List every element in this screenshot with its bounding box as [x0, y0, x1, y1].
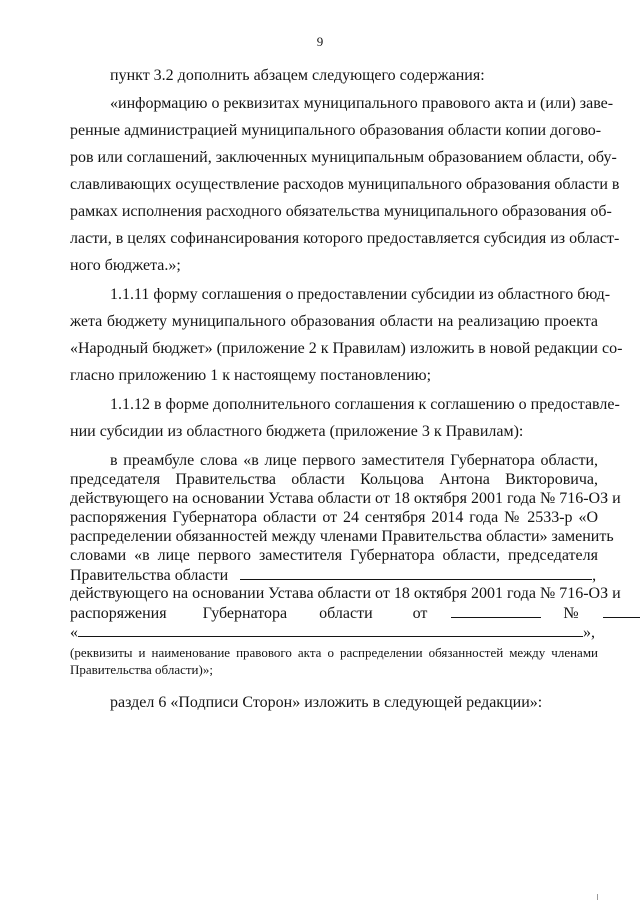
paragraph-line: раздел 6 «Подписи Сторон» изложить в следующей редакции»:: [110, 694, 543, 711]
paragraph-line-with-blank: [70, 622, 598, 643]
page-number: 9: [316, 34, 324, 49]
paragraph-line: ренные администрацией муниципального образования области копии догово-: [70, 122, 602, 139]
paragraph-line: 1.1.12 в форме дополнительного соглашения к соглашению о предоставле-: [110, 396, 620, 413]
paragraph-line: распоряжения Губернатора области от 24 сентября 2014 года № 2533-р «О: [70, 509, 598, 526]
paragraph-line-with-blanks: [70, 603, 598, 624]
paragraph-line: жета бюджету муниципального образования области на реализацию проекта: [70, 313, 598, 330]
paragraph-line: ров или соглашений, заключенных муниципальным образованием области, обу-: [70, 149, 617, 166]
date-blank: [451, 603, 541, 618]
paragraph-line: ласти, в целях софинансирования которого предоставляется субсидия из област-: [70, 230, 620, 247]
line-text: №: [563, 605, 579, 622]
paragraph-line: действующего на основании Устава области от 18 октября 2001 года № 716-ОЗ и: [70, 585, 621, 602]
line-text: Губернатора: [202, 605, 288, 622]
line-text: ,: [592, 567, 597, 584]
number-blank: [603, 603, 640, 618]
paragraph-line: ного бюджета.»;: [70, 257, 181, 274]
line-text: области: [319, 605, 373, 622]
paragraph-line: «информацию о реквизитах муниципального правового акта и (или) заве-: [110, 95, 614, 112]
paragraph-line: действующего на основании Устава области от 18 октября 2001 года № 716-ОЗ и: [70, 490, 621, 507]
paragraph-line: гласно приложению 1 к настоящему постановлению;: [70, 367, 432, 384]
paragraph-line: пункт 3.2 дополнить абзацем следующего содержания:: [110, 67, 485, 84]
paragraph-line: нии субсидии из областного бюджета (приложение 3 к Правилам):: [70, 423, 524, 440]
line-text: распоряжения: [70, 605, 167, 622]
footnote-line: (реквизиты и наименование правового акта о распределении обязанностей между членами: [70, 645, 598, 660]
paragraph-line: председателя Правительства области Кольцова Антона Викторовича,: [70, 471, 598, 488]
paragraph-line: 1.1.11 форму соглашения о предоставлении субсидии из областного бюд-: [110, 286, 611, 303]
scan-mark: [597, 894, 598, 900]
line-text: от: [412, 605, 428, 622]
line-text: Правительства области: [70, 567, 229, 584]
paragraph-line-with-blank: [70, 565, 598, 586]
paragraph-line: в преамбуле слова «в лице первого заместителя Губернатора области,: [110, 452, 598, 469]
footnote-line: Правительства области)»;: [70, 662, 213, 677]
paragraph-line: словами «в лице первого заместителя Губернатора области, председателя: [70, 547, 598, 564]
fill-in-blank: [240, 565, 592, 580]
paragraph-line: славливающих осуществление расходов муниципального образования области в: [70, 176, 620, 193]
paragraph-line: распределении обязанностей между членами Правительства области» заменить: [70, 528, 614, 545]
paragraph-line: «Народный бюджет» (приложение 2 к Правилам) изложить в новой редакции со-: [70, 340, 623, 357]
line-text: «: [70, 624, 78, 641]
paragraph-line: рамках исполнения расходного обязательства муниципального образования об-: [70, 203, 612, 220]
fill-in-blank: [78, 622, 583, 637]
line-text: »,: [583, 624, 595, 641]
